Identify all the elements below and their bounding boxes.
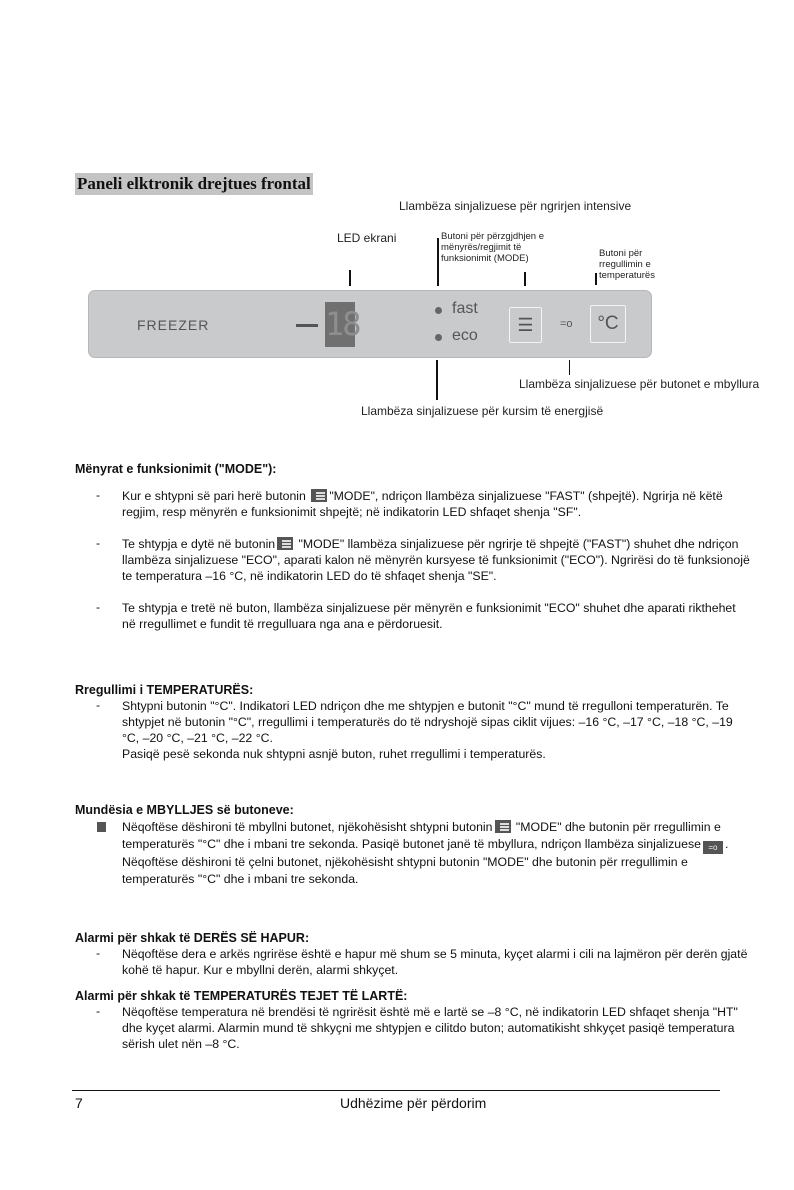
bullet-square-icon bbox=[97, 822, 106, 832]
label-lock-lamp: Llambëza sinjalizuese për butonet e mbyllura bbox=[519, 377, 760, 391]
text: Nëqoftëse dëshironi të mbyllni butonet, njëkohësisht shtypni butonin bbox=[122, 820, 493, 834]
list-icon: ☰ bbox=[517, 315, 534, 335]
label-led: LED ekrani bbox=[337, 231, 397, 245]
text: . Nëqoftëse dëshironi të çelni butonet, njëkohësisht shtypni butonin "MODE" dhe butonin për rregullimin e temperaturës "°C" dhe i mbani tre sekonda. bbox=[122, 837, 729, 886]
section-heading: Rregullimi i TEMPERATURËS: bbox=[75, 683, 254, 697]
paragraph bbox=[122, 488, 752, 520]
pointer-line bbox=[524, 272, 526, 286]
section-heading: Mundësia e MBYLLJES së butoneve: bbox=[75, 803, 294, 817]
mode-button[interactable] bbox=[509, 307, 542, 343]
fast-indicator-dot bbox=[435, 307, 442, 314]
label-eco-lamp: Llambëza sinjalizuese për kursim të energjisë bbox=[361, 404, 604, 418]
pointer-line bbox=[569, 360, 570, 375]
text: "MODE" llambëza sinjalizuese për ngrirje të shpejtë ("FAST") shuhet dhe ndriçon llambëza sinjalizuese "ECO", aparati kalon në mënyrën kursyese të funksionimit ("ECO"). Ngrirësi do të funksionojë te temperatura –16 °C, në indikatorin LED do të shfaqet shenja "SE". bbox=[122, 537, 750, 583]
text: Te shtypja e dytë në butonin bbox=[122, 537, 276, 551]
pointer-line bbox=[437, 238, 439, 286]
key-lock-icon: =o bbox=[560, 318, 573, 330]
label-line: rregullimin e bbox=[599, 259, 651, 270]
bullet: - bbox=[96, 600, 101, 614]
temperature-button[interactable]: °C bbox=[590, 305, 626, 343]
page-title: Paneli elktronik drejtues frontal bbox=[77, 174, 311, 193]
mode-icon bbox=[311, 489, 327, 502]
label-mode-button bbox=[441, 231, 544, 264]
mode-icon bbox=[277, 537, 293, 550]
bullet: - bbox=[96, 1004, 101, 1018]
footer-title: Udhëzime për përdorim bbox=[340, 1095, 487, 1111]
label-temp-button bbox=[599, 248, 655, 281]
pointer-line bbox=[595, 273, 597, 285]
paragraph bbox=[122, 819, 752, 888]
label-line: Butoni për bbox=[599, 248, 643, 259]
bullet: - bbox=[96, 536, 101, 550]
eco-indicator-dot bbox=[435, 334, 442, 341]
panel-label: FREEZER bbox=[137, 317, 210, 333]
text: "MODE" dhe butonin për rregullimin e temperaturës "°C" dhe i mbani tre sekonda. Pasiqë butonet janë të mbyllura, ndriçon llambëza sinjalizuese bbox=[122, 820, 721, 851]
label-fast-lamp: Llambëza sinjalizuese për ngrirjen intensive bbox=[399, 199, 632, 213]
text: Kur e shtypni së pari herë butonin bbox=[122, 489, 306, 503]
minus-sign bbox=[296, 324, 318, 327]
paragraph: Nëqoftëse temperatura në brendësi të ngrirësit është më e lartë se –8 °C, në indikatorin LED shfaqet shenja "HT" dhe kyçet alarmi. Alarmin mund të shkyçni me shtypjen e cilitdo buton; automatikisht shkyçet pasiqë temperatura sërish ulet nën –8 °C. bbox=[122, 1005, 738, 1051]
bullet: - bbox=[96, 488, 101, 502]
label-line: mënyrës/regjimit të bbox=[441, 242, 522, 253]
section-heading: Mënyrat e funksionimit ("MODE"): bbox=[75, 462, 277, 476]
fast-label: fast bbox=[452, 300, 478, 317]
bullet: - bbox=[96, 946, 101, 960]
key-lock-icon: =o bbox=[703, 841, 723, 854]
paragraph: Te shtypja e tretë në buton, llambëza sinjalizuese për mënyrën e funksionimit "ECO" shuhet dhe aparati rikthehet në rregullimet e fundit të rregulluara nga ana e përdoruesit. bbox=[122, 601, 736, 631]
paragraph: Nëqoftëse dera e arkës ngrirëse është e hapur më shum se 5 minuta, kyçet alarmi i cili na lajmëron për derën gjatë kohë të hapur. Kur e mbyllni derën, alarmi shkyçet. bbox=[122, 947, 748, 977]
label-line: funksionimit (MODE) bbox=[441, 253, 529, 264]
section-heading: Alarmi për shkak të TEMPERATURËS TEJET TË LARTË: bbox=[75, 989, 408, 1003]
eco-label: eco bbox=[452, 327, 478, 344]
paragraph: Pasiqë pesë sekonda nuk shtypni asnjë buton, ruhet rregullimi i temperaturës. bbox=[122, 747, 546, 761]
page-number: 7 bbox=[75, 1095, 83, 1111]
pointer-line bbox=[436, 360, 438, 400]
label-line: temperaturës bbox=[599, 270, 655, 281]
paragraph bbox=[122, 536, 752, 584]
section-heading: Alarmi për shkak të DERËS SË HAPUR: bbox=[75, 931, 310, 945]
label-line: Butoni për përzgjdhjen e bbox=[441, 231, 544, 242]
pointer-line bbox=[349, 270, 351, 286]
text: "MODE", ndriçon llambëza sinjalizuese "FAST" (shpejtë). Ngrirja në këtë regjim, resp mënyrën e funksionimit shpejtë; në indikatorin LED shfaqet shenja "SF". bbox=[122, 489, 723, 519]
footer-divider bbox=[72, 1090, 720, 1091]
mode-icon bbox=[495, 820, 511, 833]
paragraph: Shtypni butonin "°C". Indikatori LED ndriçon dhe me shtypjen e butonit "°C" mund të rregulloni temperaturën. Te shtypjet në butonin "°C", rregullimi i temperaturës do të ndryshojë sipas ciklit vijues: –16 °C, –17 °C, –18 °C, –19 °C, –20 °C, –21 °C, –22 °C. bbox=[122, 699, 733, 745]
bullet: - bbox=[96, 698, 101, 712]
led-display: 18 bbox=[325, 302, 355, 347]
